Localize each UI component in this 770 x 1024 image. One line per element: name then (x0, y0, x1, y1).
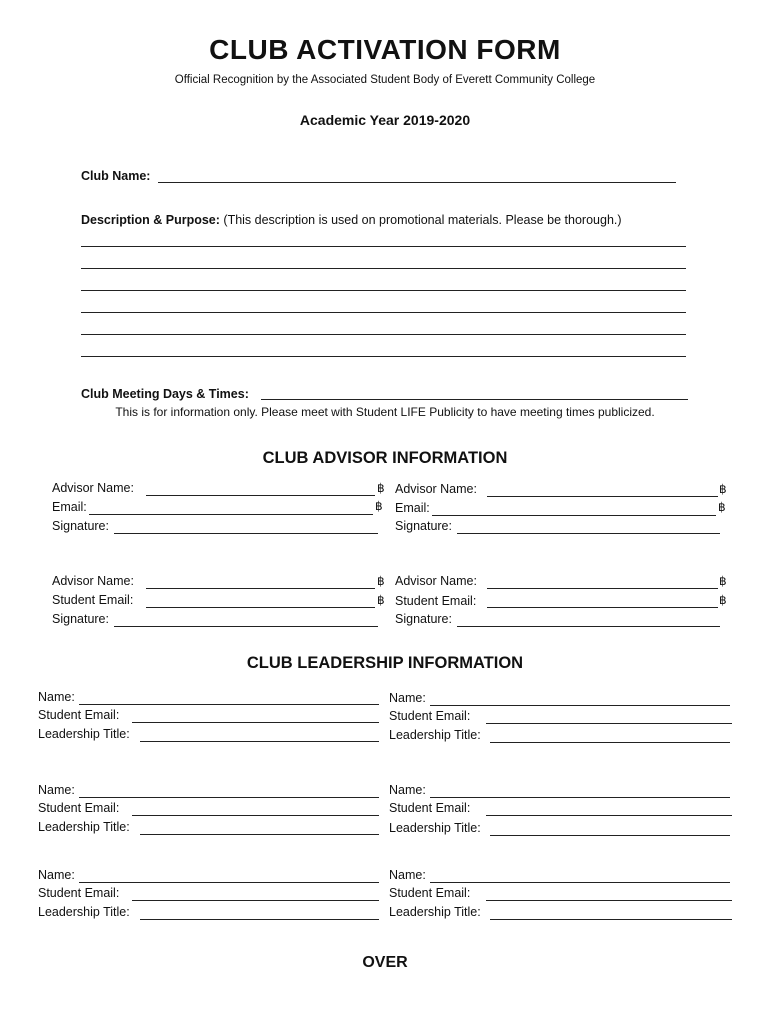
description-line-5[interactable] (81, 334, 686, 335)
advisor1-signature-field[interactable] (114, 533, 378, 534)
description-line-6[interactable] (81, 356, 686, 357)
leader5-title-label: Leadership Title: (38, 905, 130, 919)
leader2-name-label: Name: (389, 691, 426, 705)
leader3-title-field[interactable] (140, 834, 379, 835)
leader1-email-field[interactable] (132, 722, 379, 723)
leader2-email-field[interactable] (486, 723, 732, 724)
description-line-4[interactable] (81, 312, 686, 313)
leader3-email-label: Student Email: (38, 801, 120, 815)
leader5-title-field[interactable] (140, 919, 379, 920)
advisor3-signature-label: Signature: (52, 612, 109, 626)
leader5-name-label: Name: (38, 868, 75, 882)
leader4-email-field[interactable] (486, 815, 732, 816)
over-label: OVER (362, 954, 408, 971)
advisor4-name-field[interactable] (487, 588, 718, 589)
leader4-name-field[interactable] (430, 797, 730, 798)
academic-year: Academic Year 2019-2020 (299, 112, 471, 128)
leader2-title-field[interactable] (490, 742, 730, 743)
advisor4-signature-label: Signature: (395, 612, 452, 626)
advisor2-name-label: Advisor Name: (395, 482, 477, 496)
form-subtitle: Official Recognition by the Associated Student Body of Everett Community College (174, 74, 596, 86)
meeting-note: This is for information only. Please meet with Student LIFE Publicity to have meeting times publicized. (115, 405, 655, 419)
leader3-name-label: Name: (38, 783, 75, 797)
advisor1-signature-label: Signature: (52, 519, 109, 533)
leader6-title-field[interactable] (490, 919, 732, 920)
leader5-name-field[interactable] (79, 882, 379, 883)
field-marker-icon: ฿ (719, 574, 727, 588)
field-marker-icon: ฿ (377, 574, 385, 588)
leader2-name-field[interactable] (430, 705, 730, 706)
leader4-title-field[interactable] (490, 835, 730, 836)
form-title: CLUB ACTIVATION FORM (209, 34, 561, 65)
leader1-name-field[interactable] (79, 704, 379, 705)
leader1-name-label: Name: (38, 690, 75, 704)
advisor1-email-label: Email: (52, 500, 87, 514)
description-line-3[interactable] (81, 290, 686, 291)
meeting-label: Club Meeting Days & Times: (81, 387, 249, 401)
field-marker-icon: ฿ (377, 593, 385, 607)
advisor3-student-email-field[interactable] (146, 607, 375, 608)
advisor1-email-field[interactable] (89, 514, 373, 515)
leader6-title-label: Leadership Title: (389, 905, 481, 919)
leader6-name-field[interactable] (430, 882, 730, 883)
club-name-label: Club Name: (81, 169, 151, 183)
description-line-2[interactable] (81, 268, 686, 269)
field-marker-icon: ฿ (718, 500, 726, 514)
leader5-email-field[interactable] (132, 900, 379, 901)
description-label: Description & Purpose: (81, 213, 220, 227)
leadership-section-heading: CLUB LEADERSHIP INFORMATION (246, 654, 524, 672)
advisor4-student-email-label: Student Email: (395, 594, 477, 608)
leader6-email-field[interactable] (486, 900, 732, 901)
leader2-email-label: Student Email: (389, 709, 471, 723)
advisor2-email-field[interactable] (432, 515, 716, 516)
meeting-field[interactable] (261, 399, 688, 400)
leader1-title-field[interactable] (140, 741, 379, 742)
leader6-email-label: Student Email: (389, 886, 471, 900)
description-line-1[interactable] (81, 246, 686, 247)
advisor-section-heading: CLUB ADVISOR INFORMATION (262, 449, 508, 467)
advisor1-name-field[interactable] (146, 495, 375, 496)
leader3-name-field[interactable] (79, 797, 379, 798)
advisor3-signature-field[interactable] (114, 626, 378, 627)
advisor2-signature-label: Signature: (395, 519, 452, 533)
field-marker-icon: ฿ (377, 481, 385, 495)
leader4-name-label: Name: (389, 783, 426, 797)
field-marker-icon: ฿ (719, 482, 727, 496)
field-marker-icon: ฿ (375, 499, 383, 513)
leader6-name-label: Name: (389, 868, 426, 882)
advisor4-student-email-field[interactable] (487, 607, 718, 608)
field-marker-icon: ฿ (719, 593, 727, 607)
leader3-title-label: Leadership Title: (38, 820, 130, 834)
advisor3-student-email-label: Student Email: (52, 593, 134, 607)
advisor2-signature-field[interactable] (457, 533, 720, 534)
leader1-email-label: Student Email: (38, 708, 120, 722)
leader2-title-label: Leadership Title: (389, 728, 481, 742)
leader5-email-label: Student Email: (38, 886, 120, 900)
advisor2-name-field[interactable] (487, 496, 718, 497)
advisor1-name-label: Advisor Name: (52, 481, 134, 495)
advisor3-name-field[interactable] (146, 588, 375, 589)
leader3-email-field[interactable] (132, 815, 379, 816)
leader1-title-label: Leadership Title: (38, 727, 130, 741)
leader4-email-label: Student Email: (389, 801, 471, 815)
club-name-field[interactable] (158, 182, 676, 183)
advisor4-signature-field[interactable] (457, 626, 720, 627)
description-hint: (This description is used on promotional materials. Please be thorough.) (223, 213, 622, 227)
advisor2-email-label: Email: (395, 501, 430, 515)
advisor4-name-label: Advisor Name: (395, 574, 477, 588)
leader4-title-label: Leadership Title: (389, 821, 481, 835)
description-label-row (81, 213, 622, 227)
advisor3-name-label: Advisor Name: (52, 574, 134, 588)
